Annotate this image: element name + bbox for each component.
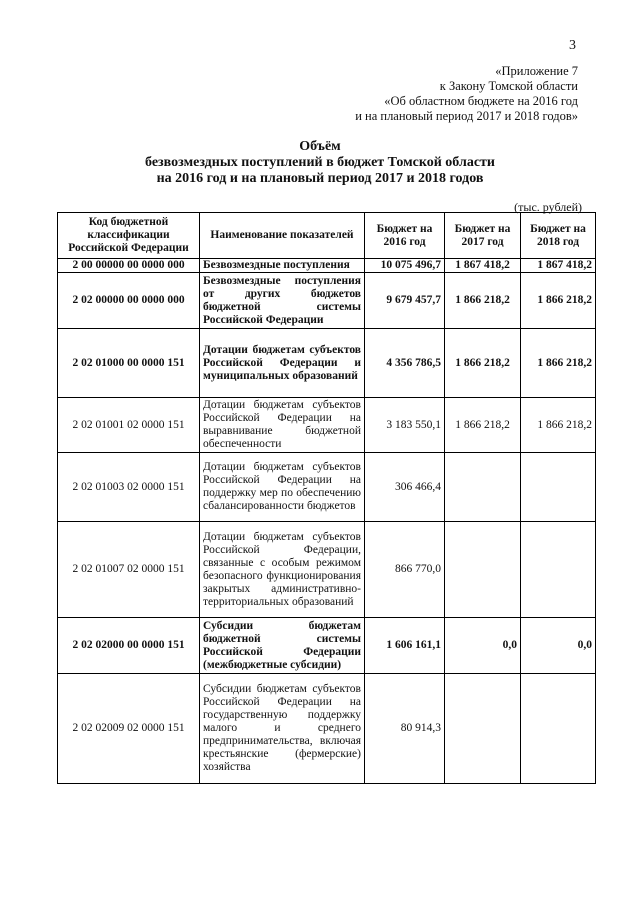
- table-row: [58, 522, 596, 618]
- table-row: [58, 259, 596, 273]
- row-2018: [521, 453, 596, 522]
- header-name: Наименование показателей: [200, 213, 365, 259]
- row-name: Дотации бюджетам субъектов Российской Федерации на поддержку мер по обеспечению сбалансированности бюджетов: [200, 453, 365, 522]
- row-name: Дотации бюджетам субъектов Российской Федерации, связанные с особым режимом безопасного функционирования закрытых административно-территориальных образований: [200, 522, 365, 618]
- row-code: 2 02 01003 02 0000 151: [58, 453, 200, 522]
- row-2017: 1 867 418,2: [445, 259, 521, 273]
- table-row: [58, 398, 596, 453]
- page-number: 3: [569, 38, 576, 53]
- header-code: Код бюджетной классификации Российской Федерации: [58, 213, 200, 259]
- appendix-line-4: и на плановый период 2017 и 2018 годов»: [355, 109, 578, 123]
- header-2017: Бюджет на 2017 год: [445, 213, 521, 259]
- row-code: 2 02 01007 02 0000 151: [58, 522, 200, 618]
- table-row: [58, 674, 596, 784]
- row-2017: 1 866 218,2: [445, 398, 521, 453]
- row-2016: 306 466,4: [365, 453, 445, 522]
- row-2016: 4 356 786,5: [365, 329, 445, 398]
- header-2018: Бюджет на 2018 год: [521, 213, 596, 259]
- title-line-2: безвозмездных поступлений в бюджет Томской области: [145, 155, 495, 170]
- table-header-row: [58, 213, 596, 259]
- row-2016: 1 606 161,1: [365, 618, 445, 674]
- row-2018: [521, 674, 596, 784]
- row-code: 2 02 02009 02 0000 151: [58, 674, 200, 784]
- row-code: 2 02 02000 00 0000 151: [58, 618, 200, 674]
- row-2016: 10 075 496,7: [365, 259, 445, 273]
- row-2017: [445, 674, 521, 784]
- title-line-1: Объём: [299, 139, 341, 154]
- row-2018: 0,0: [521, 618, 596, 674]
- row-2017: 1 866 218,2: [445, 329, 521, 398]
- row-2017: [445, 522, 521, 618]
- row-code: 2 02 00000 00 0000 000: [58, 273, 200, 329]
- title-line-3: на 2016 год и на плановый период 2017 и 2018 годов: [156, 171, 484, 186]
- row-2016: 9 679 457,7: [365, 273, 445, 329]
- row-code: 2 02 01001 02 0000 151: [58, 398, 200, 453]
- row-2018: 1 866 218,2: [521, 329, 596, 398]
- appendix-header: [355, 64, 578, 124]
- row-2018: 1 867 418,2: [521, 259, 596, 273]
- appendix-line-1: «Приложение 7: [495, 64, 578, 78]
- row-2018: 1 866 218,2: [521, 398, 596, 453]
- row-name: Безвозмездные поступления: [200, 259, 365, 273]
- row-2016: 3 183 550,1: [365, 398, 445, 453]
- document-title: [0, 139, 640, 187]
- table-row: [58, 329, 596, 398]
- row-2016: 80 914,3: [365, 674, 445, 784]
- units-note: (тыс. рублей): [514, 200, 582, 214]
- row-name: Субсидии бюджетам субъектов Российской Федерации на государственную поддержку малого и среднего предпринимательства, включая крестьянские (фермерские) хозяйства: [200, 674, 365, 784]
- row-name: Безвозмездные поступления от других бюджетов бюджетной системы Российской Федерации: [200, 273, 365, 329]
- row-2018: [521, 522, 596, 618]
- table-row: [58, 618, 596, 674]
- row-name: Дотации бюджетам субъектов Российской Федерации на выравнивание бюджетной обеспеченности: [200, 398, 365, 453]
- row-code: 2 02 01000 00 0000 151: [58, 329, 200, 398]
- row-name: Дотации бюджетам субъектов Российской Федерации и муниципальных образований: [200, 329, 365, 398]
- row-2016: 866 770,0: [365, 522, 445, 618]
- header-2016: Бюджет на 2016 год: [365, 213, 445, 259]
- row-code: 2 00 00000 00 0000 000: [58, 259, 200, 273]
- table-row: [58, 273, 596, 329]
- row-2017: [445, 453, 521, 522]
- row-name: Субсидии бюджетам бюджетной системы Российской Федерации (межбюджетные субсидии): [200, 618, 365, 674]
- appendix-line-2: к Закону Томской области: [439, 79, 578, 93]
- row-2018: 1 866 218,2: [521, 273, 596, 329]
- table-row: [58, 453, 596, 522]
- row-2017: 0,0: [445, 618, 521, 674]
- row-2017: 1 866 218,2: [445, 273, 521, 329]
- appendix-line-3: «Об областном бюджете на 2016 год: [384, 94, 578, 108]
- budget-table: [57, 212, 596, 784]
